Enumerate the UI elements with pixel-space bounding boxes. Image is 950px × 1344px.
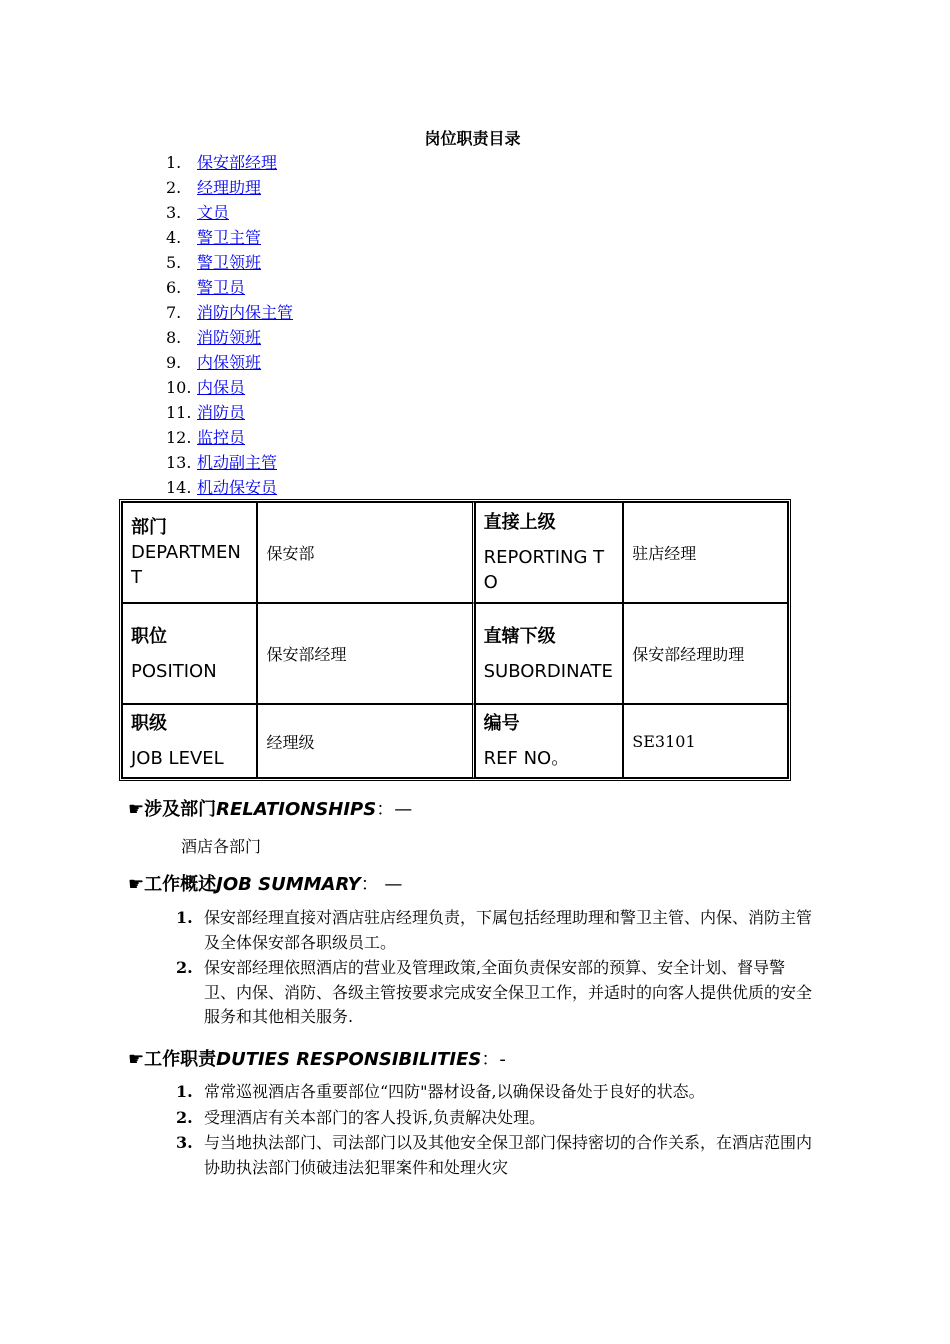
toc-item: 13. 机动副主管 xyxy=(166,453,278,472)
toc-link[interactable]: 消防员 xyxy=(197,403,246,422)
toc-link[interactable]: 经理助理 xyxy=(197,178,262,197)
toc-item: 2. 经理助理 xyxy=(166,178,262,197)
table-row xyxy=(122,704,788,778)
pointing-hand-icon: ☛ xyxy=(128,874,145,895)
ref-no-label: 编号 REF NO。 xyxy=(475,704,624,778)
table-row xyxy=(122,502,788,603)
toc-item: 14. 机动保安员 xyxy=(166,478,278,497)
job-level-label: 职级 JOB LEVEL xyxy=(122,704,257,778)
toc-link[interactable]: 文员 xyxy=(197,203,230,222)
toc-item: 1. 保安部经理 xyxy=(166,153,278,172)
toc-link[interactable]: 消防内保主管 xyxy=(197,303,294,322)
toc-item: 8. 消防领班 xyxy=(166,328,262,347)
duties-list xyxy=(176,1080,816,1181)
toc-item: 10. 内保员 xyxy=(166,378,246,397)
job-level-value: 经理级 xyxy=(257,704,474,778)
subordinate-label: 直辖下级 SUBORDINATE xyxy=(475,603,624,704)
toc-item: 9. 内保领班 xyxy=(166,353,262,372)
list-item: 1. 保安部经理直接对酒店驻店经理负责，下属包括经理助理和警卫主管、内保、消防主管及全体保安部各职级员工。 xyxy=(176,908,813,952)
toc-link[interactable]: 监控员 xyxy=(197,428,246,447)
table-row xyxy=(122,603,788,704)
toc-link[interactable]: 机动副主管 xyxy=(197,453,278,472)
job-summary-heading: ☛工作概述JOB SUMMARY： — xyxy=(128,874,403,895)
department-value: 保安部 xyxy=(257,502,474,603)
duties-heading: ☛工作职责DUTIES RESPONSIBILITIES：- xyxy=(128,1049,506,1070)
toc-title: 岗位职责目录 xyxy=(424,129,521,148)
toc-link[interactable]: 警卫员 xyxy=(197,278,246,297)
subordinate-value: 保安部经理助理 xyxy=(623,603,788,704)
toc-link[interactable]: 内保领班 xyxy=(197,353,262,372)
toc-list xyxy=(166,150,293,500)
job-info-table xyxy=(119,499,791,781)
toc-item: 3. 文员 xyxy=(166,203,230,222)
toc-link[interactable]: 消防领班 xyxy=(197,328,262,347)
toc-item: 11. 消防员 xyxy=(166,403,246,422)
toc-link[interactable]: 警卫领班 xyxy=(197,253,262,272)
toc-link[interactable]: 警卫主管 xyxy=(197,228,262,247)
department-label: 部门 DEPARTMENT xyxy=(122,502,257,603)
relationships-body: 酒店各部门 xyxy=(181,837,262,856)
toc-link[interactable]: 保安部经理 xyxy=(197,153,278,172)
position-label: 职位 POSITION xyxy=(122,603,257,704)
list-item: 2. 保安部经理依照酒店的营业及管理政策,全面负责保安部的预算、安全计划、督导警卫、内保、消防、各级主管按要求完成安全保卫工作，并适时的向客人提供优质的安全服务和其他相关服务. xyxy=(176,958,813,1026)
toc-link[interactable]: 内保员 xyxy=(197,378,246,397)
list-item: 3. 与当地执法部门、司法部门以及其他安全保卫部门保持密切的合作关系，在酒店范围内协助执法部门侦破违法犯罪案件和处理火灾 xyxy=(176,1133,813,1177)
reporting-to-value: 驻店经理 xyxy=(623,502,788,603)
toc-item: 7. 消防内保主管 xyxy=(166,303,294,322)
toc-item: 4. 警卫主管 xyxy=(166,228,262,247)
list-item: 2. 受理酒店有关本部门的客人投诉,负责解决处理。 xyxy=(176,1107,546,1127)
toc-link[interactable]: 机动保安员 xyxy=(197,478,278,497)
list-item: 1. 常常巡视酒店各重要部位“四防"器材设备,以确保设备处于良好的状态。 xyxy=(176,1082,705,1101)
reporting-to-label: 直接上级 REPORTING TO xyxy=(475,502,624,603)
job-summary-list xyxy=(176,906,816,1031)
position-value: 保安部经理 xyxy=(257,603,474,704)
relationships-heading: ☛涉及部门RELATIONSHIPS：— xyxy=(128,799,413,820)
ref-no-value: SE3101 xyxy=(623,704,788,778)
pointing-hand-icon: ☛ xyxy=(128,799,145,820)
toc-item: 12. 监控员 xyxy=(166,428,246,447)
toc-item: 6. 警卫员 xyxy=(166,278,246,297)
pointing-hand-icon: ☛ xyxy=(128,1049,145,1070)
toc-item: 5. 警卫领班 xyxy=(166,253,262,272)
